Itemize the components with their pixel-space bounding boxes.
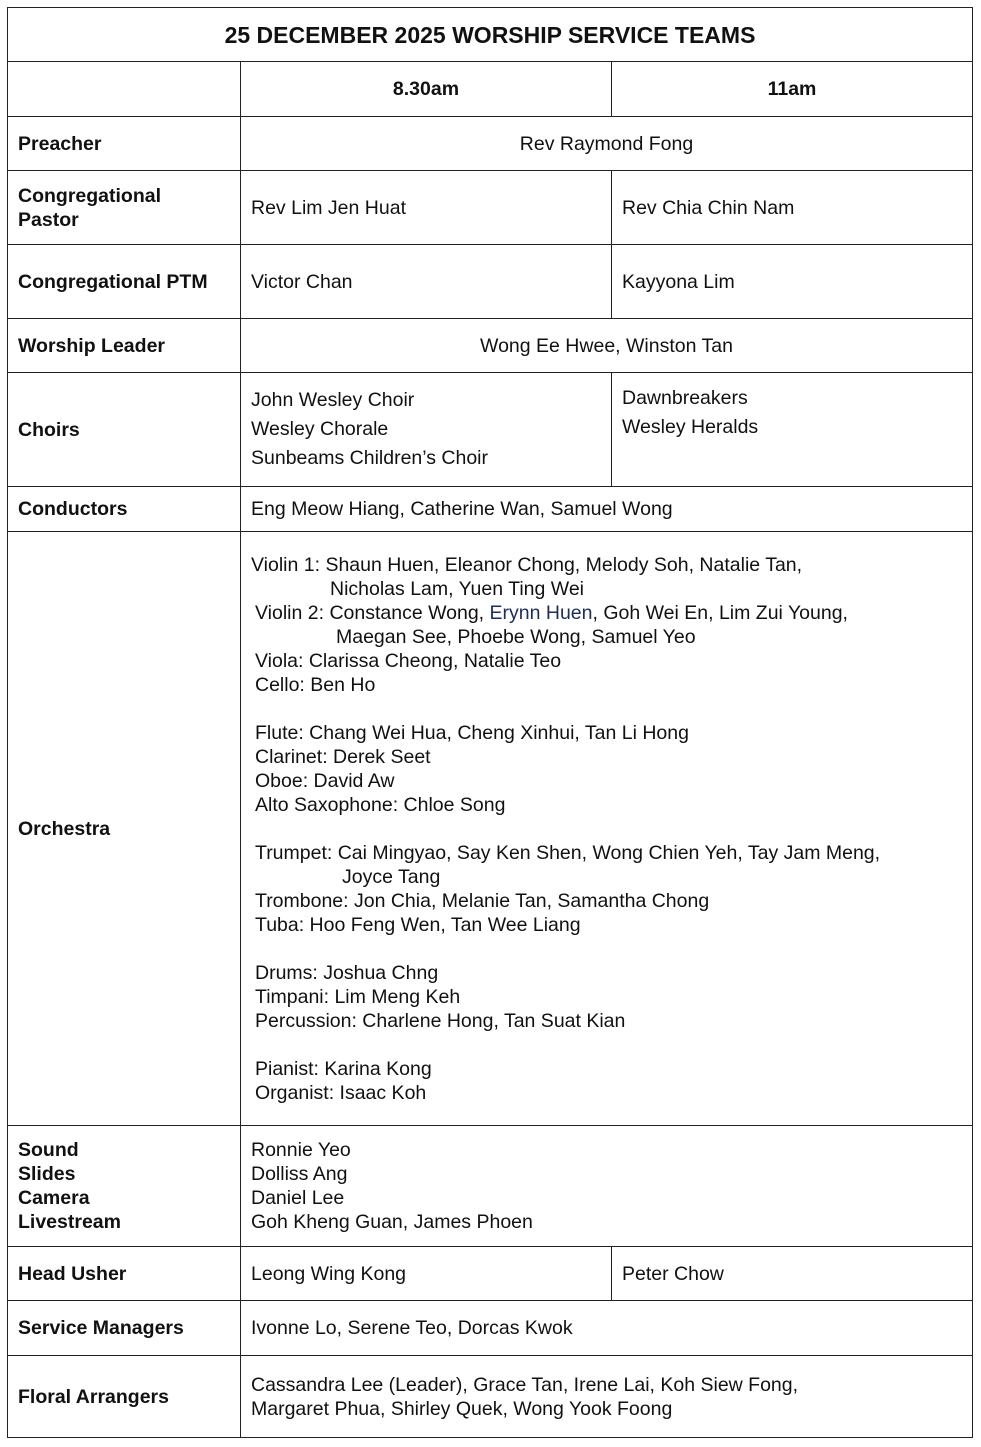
orchestra-line: Trumpet: Cai Mingyao, Say Ken Shen, Wong Chien Yeh, Tay Jam Meng, bbox=[255, 841, 881, 864]
tech-row bbox=[8, 1126, 973, 1247]
tech-value-camera: Daniel Lee bbox=[251, 1187, 345, 1209]
tech-value-sound: Ronnie Yeo bbox=[251, 1139, 351, 1161]
orchestra-line: Nicholas Lam, Yuen Ting Wei bbox=[330, 577, 585, 600]
choirs-label: Choirs bbox=[8, 373, 241, 487]
header-empty-cell bbox=[8, 62, 241, 117]
preacher-value: Rev Raymond Fong bbox=[241, 117, 973, 171]
orchestra-line: Pianist: Karina Kong bbox=[255, 1057, 432, 1080]
pastor-830am: Rev Lim Jen Huat bbox=[241, 171, 612, 245]
orchestra-line: Oboe: David Aw bbox=[255, 769, 395, 792]
head-usher-label: Head Usher bbox=[8, 1247, 241, 1301]
choirs-830am bbox=[241, 373, 612, 487]
head-usher-830am: Leong Wing Kong bbox=[241, 1247, 612, 1301]
floral-row bbox=[8, 1356, 973, 1438]
spacer bbox=[251, 697, 962, 721]
floral-value bbox=[241, 1356, 973, 1438]
choir-item: John Wesley Choir bbox=[251, 389, 415, 411]
worship-teams-table bbox=[7, 7, 973, 1438]
orchestra-value bbox=[241, 532, 973, 1126]
orchestra-line: Maegan See, Phoebe Wong, Samuel Yeo bbox=[336, 625, 696, 648]
title-row bbox=[8, 8, 973, 62]
tech-values bbox=[241, 1126, 973, 1247]
orchestra-line: Drums: Joshua Chng bbox=[255, 961, 439, 984]
header-row bbox=[8, 62, 973, 117]
page-title: 25 DECEMBER 2025 WORSHIP SERVICE TEAMS bbox=[8, 8, 973, 62]
ptm-11am: Kayyona Lim bbox=[612, 245, 973, 319]
orchestra-line: Timpani: Lim Meng Keh bbox=[255, 985, 461, 1008]
orchestra-line: Tuba: Hoo Feng Wen, Tan Wee Liang bbox=[255, 913, 581, 936]
worship-leader-label: Worship Leader bbox=[8, 319, 241, 373]
head-usher-11am: Peter Chow bbox=[612, 1247, 973, 1301]
floral-line: Cassandra Lee (Leader), Grace Tan, Irene Lai, Koh Siew Fong, bbox=[251, 1373, 799, 1396]
tech-label-livestream: Livestream bbox=[18, 1211, 121, 1233]
pastor-label-line: Pastor bbox=[18, 208, 79, 231]
preacher-row bbox=[8, 117, 973, 171]
orchestra-line: Trombone: Jon Chia, Melanie Tan, Samantha Chong bbox=[255, 889, 710, 912]
tech-label-camera: Camera bbox=[18, 1187, 90, 1209]
worship-leader-row bbox=[8, 319, 973, 373]
service-managers-label: Service Managers bbox=[8, 1301, 241, 1356]
tech-label-slides: Slides bbox=[18, 1163, 76, 1185]
pastor-label bbox=[8, 171, 241, 245]
orchestra-line: Percussion: Charlene Hong, Tan Suat Kian bbox=[255, 1009, 626, 1032]
orchestra-line: Flute: Chang Wei Hua, Cheng Xinhui, Tan Li Hong bbox=[255, 721, 689, 744]
violin2-text: Violin 2: Constance Wong, bbox=[255, 601, 490, 624]
pastor-row bbox=[8, 171, 973, 245]
choir-item: Dawnbreakers bbox=[622, 387, 748, 409]
orchestra-line: Alto Saxophone: Chloe Song bbox=[255, 793, 506, 816]
spacer bbox=[251, 817, 962, 841]
preacher-label: Preacher bbox=[8, 117, 241, 171]
ptm-830am: Victor Chan bbox=[241, 245, 612, 319]
tech-labels bbox=[8, 1126, 241, 1247]
orchestra-line bbox=[251, 601, 962, 625]
choir-item: Sunbeams Children’s Choir bbox=[251, 447, 489, 469]
violin2-text: , Goh Wei En, Lim Zui Young, bbox=[592, 601, 848, 624]
violin2-highlight: Erynn Huen bbox=[489, 601, 593, 624]
floral-line: Margaret Phua, Shirley Quek, Wong Yook Foong bbox=[251, 1397, 673, 1420]
conductors-row bbox=[8, 487, 973, 532]
ptm-label: Congregational PTM bbox=[8, 245, 241, 319]
tech-value-slides: Dolliss Ang bbox=[251, 1163, 348, 1185]
pastor-label-line: Congregational bbox=[18, 184, 162, 207]
choirs-row bbox=[8, 373, 973, 487]
conductors-value: Eng Meow Hiang, Catherine Wan, Samuel Wong bbox=[241, 487, 973, 532]
head-usher-row bbox=[8, 1247, 973, 1301]
choirs-11am bbox=[612, 373, 973, 487]
orchestra-line: Violin 1: Shaun Huen, Eleanor Chong, Melody Soh, Natalie Tan, bbox=[251, 553, 803, 576]
floral-label: Floral Arrangers bbox=[8, 1356, 241, 1438]
orchestra-row bbox=[8, 532, 973, 1126]
orchestra-line: Cello: Ben Ho bbox=[255, 673, 376, 696]
orchestra-line: Organist: Isaac Koh bbox=[255, 1081, 427, 1104]
tech-label-sound: Sound bbox=[18, 1139, 79, 1161]
ptm-row bbox=[8, 245, 973, 319]
choir-item: Wesley Heralds bbox=[622, 416, 759, 438]
header-830am: 8.30am bbox=[241, 62, 612, 117]
orchestra-line: Viola: Clarissa Cheong, Natalie Teo bbox=[255, 649, 562, 672]
service-managers-row bbox=[8, 1301, 973, 1356]
service-managers-value: Ivonne Lo, Serene Teo, Dorcas Kwok bbox=[241, 1301, 973, 1356]
choir-item: Wesley Chorale bbox=[251, 418, 389, 440]
orchestra-label: Orchestra bbox=[8, 532, 241, 1126]
spacer bbox=[251, 1033, 962, 1057]
spacer bbox=[251, 937, 962, 961]
orchestra-line: Joyce Tang bbox=[342, 865, 441, 888]
tech-value-livestream: Goh Kheng Guan, James Phoen bbox=[251, 1211, 533, 1233]
orchestra-line: Clarinet: Derek Seet bbox=[255, 745, 431, 768]
worship-leader-value: Wong Ee Hwee, Winston Tan bbox=[241, 319, 973, 373]
conductors-label: Conductors bbox=[8, 487, 241, 532]
pastor-11am: Rev Chia Chin Nam bbox=[612, 171, 973, 245]
header-11am: 11am bbox=[612, 62, 973, 117]
